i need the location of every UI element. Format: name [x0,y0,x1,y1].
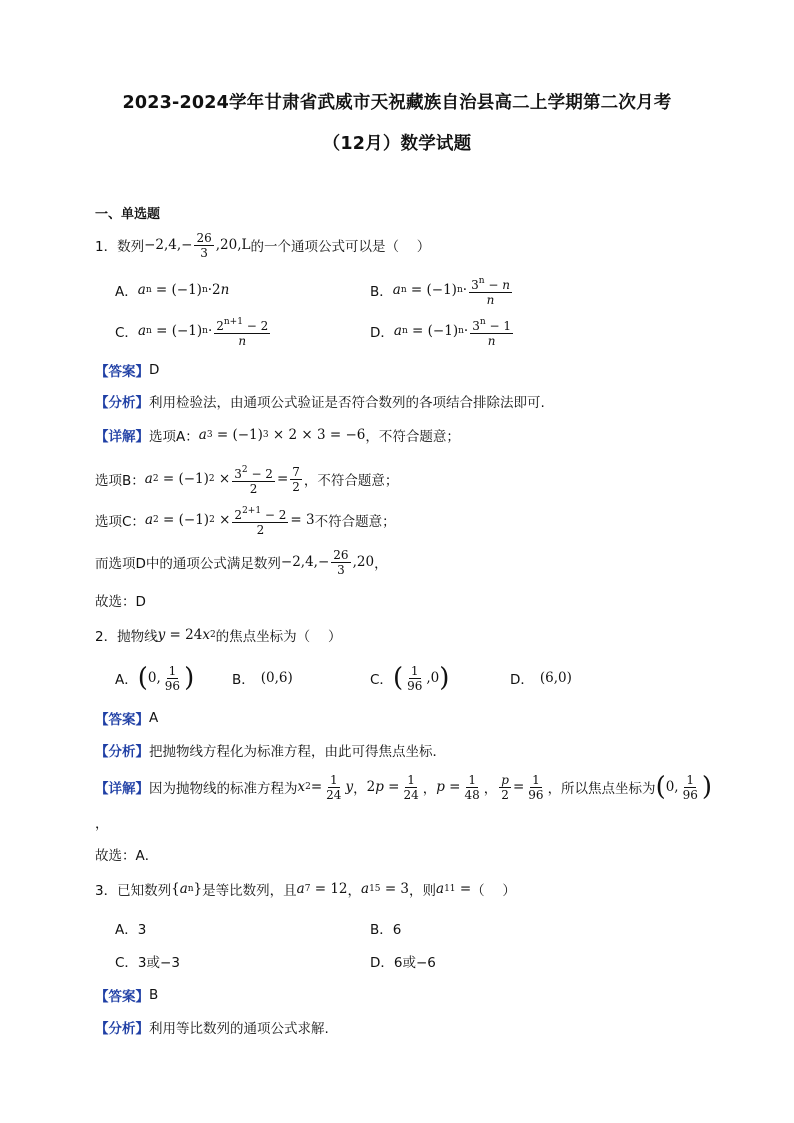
q1-detail-a: 【详解】 选项A： a 3 = (−1) 3 × 2 × 3 = −6 ，不符合题意； [95,427,460,445]
q1-prefix: 1．数列 [95,239,145,255]
q1-option-a: A． a n = (−1) n ·2 n [115,282,230,300]
q2-option-c: C． ( $\frac{1}{96}$ ,0 ) [370,663,450,693]
q1-option-b: B． a n = (−1) n · $\frac{3^n - n}{n}$ [370,275,510,307]
q1-detail-b: 选项B： a 2 = (−1) 2 × $\frac{3^2 - 2}{2}$ = $\frac{7}{2}$ ，不符合题意； [95,464,399,496]
q1-detail-d: 而选项D中的通项公式满足数列 −2,4,− $\frac{26}{3}$ ,20 ， [95,547,388,577]
question-3-stem: 3．已知数列 { a n } 是等比数列，且 a 7 = 12 ， a 15 = 3 ，则 a 11 = （ ） [95,881,516,899]
q1-suffix: 的一个通项公式可以是（ ） [250,239,431,255]
q2-detail: 【详解】 因为抛物线的标准方程为 x 2 = $\frac{1}{24}$ y ， 2 p = $\frac{1}{24}$ ， p = $\frac{1}{48}$ ， $\frac{p}{2}$ = $\frac{1}{96}$ ，所以焦点坐标为 ( 0, $\frac{1}{96}$ ) [95,772,713,802]
q1-detail-c: 选项C： a 2 = (−1) 2 × $\frac{2^{2+1} - 2}{2}$ = 3 不符合题意； [95,505,396,537]
q2-option-b: B． (0,6) [232,670,293,688]
q3-analysis: 【分析】 利用等比数列的通项公式求解. [95,1021,329,1037]
q3-option-b: B．6 [370,922,402,938]
q3-answer: 【答案】 B [95,987,159,1005]
q3-option-d: D．6或−6 [370,955,436,971]
question-1-stem [95,228,430,262]
q1-answer: 【答案】 D [95,362,160,380]
q1-fraction: $\frac{26}{3}$ [196,230,212,260]
q3-option-a: A．3 [115,922,147,938]
section-heading: 一、单选题 [95,207,161,222]
document-title-line1: 2023-2024学年甘肃省武威市天祝藏族自治县高二上学期第二次月考 [122,93,672,113]
question-2-stem: 2．抛物线 y = 24 x 2 的焦点坐标为（ ） [95,627,342,645]
q2-answer: 【答案】 A [95,710,159,728]
q1-conclusion: 故选：D [95,594,146,610]
q1-option-c: C． a n = (−1) n · $\frac{2^{n+1} - 2}{n}$ [115,316,269,348]
q2-comma: ， [95,816,109,832]
q2-option-a: A． ( 0, $\frac{1}{96}$ ) [115,663,195,693]
q2-option-d: D． (6,0) [510,670,572,688]
q1-analysis: 【分析】 利用检验法，由通项公式验证是否符合数列的各项结合排除法即可. [95,395,545,411]
q1-seq-a: −2,4,− [144,237,193,253]
q2-conclusion: 故选：A． [95,848,159,864]
document-title-line2: （12月）数学试题 [322,134,472,154]
q1-option-d: D． a n = (−1) n · $\frac{3^n - 1}{n}$ [370,316,511,348]
q2-analysis: 【分析】 把抛物线方程化为标准方程，由此可得焦点坐标． [95,744,446,760]
q3-option-c: C．3或−3 [115,955,180,971]
q1-seq-b: ,20,L [215,237,251,253]
